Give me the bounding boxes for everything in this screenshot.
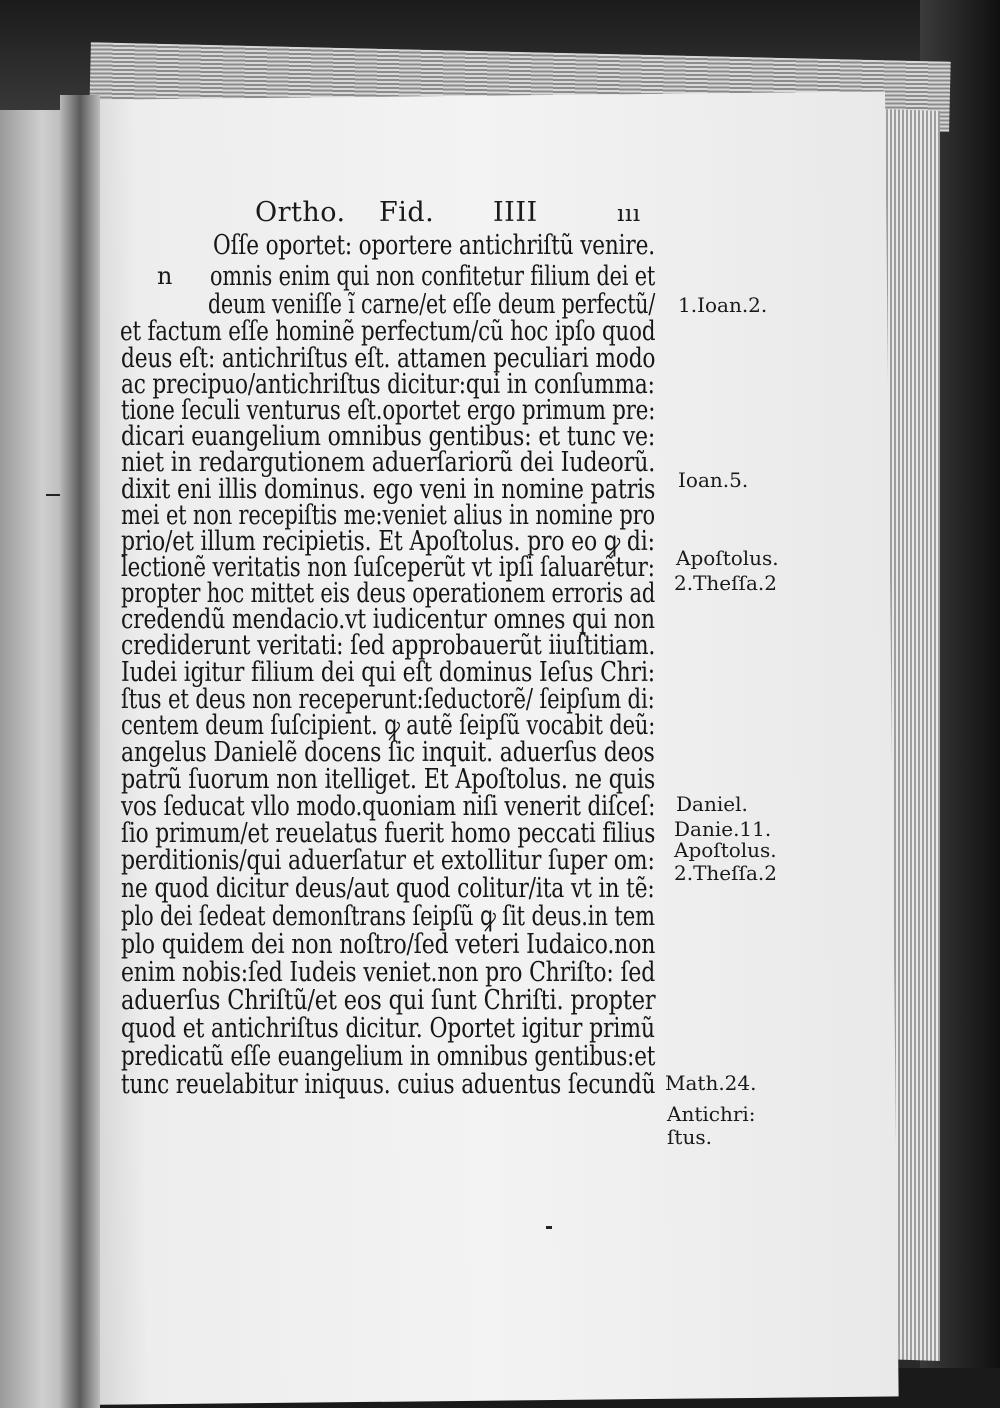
header-left: Ortho. [255,197,346,228]
text-line: perditionis/qui aduerſatur et extollitur ſuper om: [121,845,655,876]
margin-note: Apoſtolus. [676,546,779,570]
text-line: patrũ ſuorum non itelliget. Et Apoſtolus. ne quis [121,764,656,795]
text-line: mei et non recepiſtis me:veniet alius in nomine pro [121,500,655,531]
margin-note: Math.24. [665,1071,757,1095]
text-line: ne quod dicitur deus/aut quod colitur/ita vt in tẽ: [121,873,655,904]
text-line: ac precipuo/antichriſtus dicitur:qui in conſumma: [121,369,655,400]
margin-note: Ioan.5. [678,468,749,492]
text-line: deum veniſſe ĩ carne/et eſſe deum perfectũ/ [208,289,656,320]
text-line: plo dei ſedeat demonſtrans ſeipſũ ꝙ ſit deus.in tem [121,901,655,932]
text-line: ſtus et deus non receperunt:ſeductorẽ/ ſeipſum di: [121,684,655,715]
margin-note: Danie.11. [674,817,772,841]
text-line: predicatũ eſſe euangelium in omnibus gentibus:et [121,1041,656,1072]
header-folio: IIII [493,197,538,228]
margin-note: Antichri: [667,1102,756,1126]
ink-speck [46,494,60,496]
text-line: quod et antichriſtus dicitur. Oportet igitur primũ [121,1013,655,1044]
margin-note: 2.Theſſa.2 [674,571,777,595]
text-line: prio/et illum recipietis. Et Apoſtolus. pro eo ꝙ di: [121,526,655,557]
book-gutter [60,95,100,1408]
text-line: Oſſe oportet: oportere antichriſtũ venire. [213,230,655,261]
text-line: centem deum ſuſcipient. ꝙ autẽ ſeipſũ vocabit deũ: [121,710,656,741]
text-line: deus eſt: antichriſtus eſt. attamen peculiari modo [121,343,656,374]
text-line: credendũ mendacio.vt iudicentur omnes qui non [121,604,655,635]
text-line: angelus Danielẽ docens ſic inquit. aduerſus deos [121,737,655,768]
guide-letter: n [157,262,173,290]
margin-note: Apoſtolus. [674,838,777,862]
text-line: tunc reuelabitur iniquus. cuius aduentus ſecundũ [121,1069,656,1100]
text-line: enim nobis:ſed Iudeis veniet.non pro Chriſto: ſed [121,957,656,988]
margin-note: 1.Ioan.2. [678,293,768,317]
text-line: plo quidem dei non noſtro/ſed veteri Iudaico.non [121,929,656,960]
text-line: et factum eſſe hominẽ perfectum/cũ hoc ipſo quod [120,316,656,347]
text-line: dicari euangelium omnibus gentibus: et tunc ve: [121,421,656,452]
text-line: propter hoc mittet eis deus operationem erroris ad [121,578,656,609]
text-line: omnis enim qui non confitetur filium dei et [210,261,656,292]
text-line: aduerſus Chriſtũ/et eos qui ſunt Chriſti. propter [121,985,656,1016]
header-center: Fid. [379,197,435,228]
page-number: ııı [617,201,641,227]
ink-speck [546,1226,552,1229]
text-line: niet in redargutionem aduerſariorũ dei Iudeorũ. [121,447,656,478]
margin-note: ſtus. [667,1125,712,1149]
text-line: crediderunt veritati: ſed approbauerũt iiuſtitiam. [121,630,656,661]
text-line: ſio primum/et reuelatus fuerit homo peccati filius [121,818,656,849]
text-line: tione ſeculi venturus eſt.oportet ergo primum pre: [121,395,656,426]
text-line: vos ſeducat vllo modo.quoniam niſi venerit diſceſ: [121,791,656,822]
text-line: Iudei igitur filium dei qui eſt dominus Ieſus Chri: [121,657,656,688]
text-line: dixit eni illis dominus. ego veni in nomine patris [121,474,656,505]
text-line: lectionẽ veritatis non ſuſceperũt vt ipſi ſaluarẽtur: [121,552,655,583]
margin-note: 2.Theſſa.2 [674,861,777,885]
margin-note: Daniel. [676,792,748,816]
